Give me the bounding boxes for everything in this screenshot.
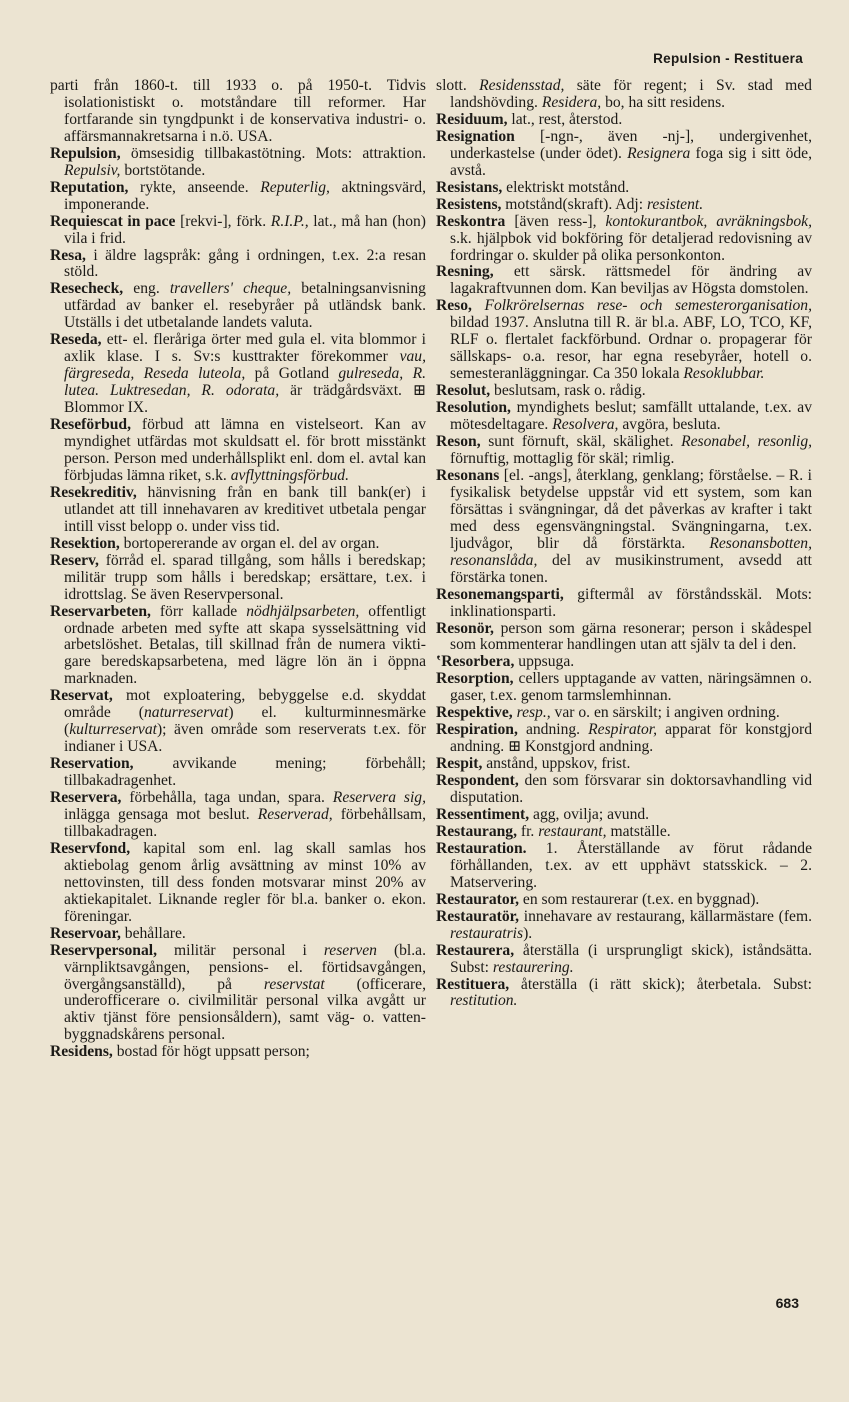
- entry-headword: Restituera,: [436, 975, 510, 993]
- entry-text: behållare.: [120, 924, 186, 942]
- dictionary-entry: [436, 977, 812, 1011]
- entry-headword: Restauratör,: [436, 907, 520, 925]
- entry-headword: Reso,: [436, 297, 472, 315]
- entry-text: betalningsanvisning utfärdad av banker el. resebyråer på utländsk bank. Utställs i det utbetalande landets valuta.: [64, 280, 426, 332]
- entry-text: inlägga gensaga mot beslut.: [64, 805, 258, 823]
- entry-headword: Restaurera,: [436, 941, 515, 959]
- entry-text: avgöra, besluta.: [618, 416, 721, 434]
- entry-headword: Resektion,: [50, 534, 120, 552]
- page-number: 683: [775, 1295, 799, 1311]
- entry-text: s.k. hjälpbok vid bokföring för detaljerad redovisning av fordringar o. skulder på olika personkonton.: [450, 229, 812, 264]
- entry-text: förr kallade: [150, 602, 247, 620]
- entry-italic-term: reserven: [323, 941, 377, 959]
- entry-text: aktningsvärd, imponerande.: [64, 178, 426, 213]
- entry-text: (bl.a. värnpliktsavgången, pensions- el. förtidsavgången, övergångsanställd), på: [64, 941, 426, 993]
- entry-italic-term: Resonansbotten, resonanslåda,: [450, 534, 812, 569]
- entry-headword: Requiescat in pace: [50, 212, 176, 230]
- entry-text: den som försvarar sin doktorsavhandling vid disputation.: [450, 772, 812, 807]
- entry-headword: Residuum,: [436, 110, 508, 128]
- entry-text: [el. -angs], återklang, genklang; förståelse. – R. i fysikalisk betydelse uppstår vid ett system, som kan försättas i svängningar, då det påverkas av krafter i takt med dess egensvängningstal. Svängningarna, t.ex. ljudvågor, blir då förstärkta.: [450, 466, 812, 552]
- dictionary-entry: [50, 248, 426, 282]
- entry-italic-term: vau, färgreseda, Reseda luteola,: [64, 348, 426, 383]
- dictionary-entry: [50, 180, 426, 214]
- entry-italic-term: Resolvera,: [552, 416, 619, 434]
- dictionary-entry: [50, 1044, 426, 1061]
- entry-text: 1. Återställande av förut rådande förhållanden, t.ex. av ett upphävt statsskick. – 2. Matservering.: [450, 839, 812, 891]
- right-column: [436, 78, 812, 1010]
- entry-headword: Reservarbeten,: [50, 602, 151, 620]
- entry-text: militär personal i: [156, 941, 324, 959]
- entry-italic-term: restauratris: [450, 924, 524, 942]
- entry-italic-term: Resonabel, resonlig,: [681, 433, 813, 451]
- entry-text: återställa (i ursprungligt skick), iståndsätta. Subst:: [450, 941, 812, 976]
- entry-italic-term: naturreservat: [144, 704, 229, 722]
- dictionary-entry: [436, 671, 812, 705]
- entry-headword: ‛Resorbera,: [436, 653, 515, 671]
- entry-italic-term: reservstat: [263, 975, 325, 993]
- entry-text: person som gärna resonerar; person i skådespel som kommenterar handlingen utan att själv ta del i den.: [450, 619, 812, 654]
- dictionary-entry: [436, 197, 812, 214]
- entry-italic-term: Reputerlig,: [260, 178, 330, 196]
- entry-text: anstånd, uppskov, frist.: [482, 755, 631, 773]
- entry-text: en som restaurerar (t.ex. en byggnad).: [519, 890, 760, 908]
- running-head: Repulsion - Restituera: [653, 51, 803, 66]
- entry-headword: Resekreditiv,: [50, 483, 137, 501]
- entry-headword: Resolut,: [436, 382, 491, 400]
- entry-text: förnuftig, mottaglig för skäl; rimlig.: [450, 449, 675, 467]
- entry-italic-term: Repulsiv,: [64, 161, 121, 179]
- entry-text: ) el. kulturminnesmärke (: [64, 704, 426, 739]
- entry-text: myndighets beslut; samfällt uttalande, t.ex. av mötesdeltagare.: [450, 399, 812, 434]
- entry-headword: Reservpersonal,: [50, 941, 157, 959]
- entry-text: slott.: [436, 77, 480, 94]
- entry-text: säte för regent; i Sv. stad med landshövding.: [450, 77, 812, 111]
- entry-text: kapital som enl. lag skall samlas hos aktiebolag genom årlig avsättning av minst 10% av nettovinsten, till dess fonden motsvarar minst 20% av aktiekapitalet. Liknande regler för bl.a. banker o. ekon. föreningar.: [64, 839, 426, 925]
- entry-headword: Restaurang,: [436, 822, 517, 840]
- entry-headword: Respit,: [436, 755, 483, 773]
- entry-italic-term: Resignera: [627, 144, 691, 162]
- entry-text: är trädgårdsväxt. ⊞ Blommor IX.: [64, 382, 426, 417]
- dictionary-entry: [436, 298, 812, 383]
- entry-text: uppsuga.: [514, 653, 575, 671]
- entry-text: eng.: [123, 280, 170, 298]
- entry-headword: Restaurator,: [436, 890, 520, 908]
- entry-headword: Reson,: [436, 433, 481, 451]
- entry-text: [-ngn-, även -nj-], undergivenhet, underkastelse (under ödet).: [450, 127, 812, 162]
- dictionary-entry: [436, 654, 812, 671]
- left-column: [50, 78, 426, 1061]
- entry-text: beslutsam, rask o. rådig.: [490, 382, 646, 400]
- entry-italic-term: nödhjälpsarbeten,: [246, 602, 360, 620]
- entry-text: lat., rest, återstod.: [507, 110, 623, 128]
- entry-text: förbehållsam, tillbakadragen.: [64, 805, 427, 840]
- entry-headword: Reservat,: [50, 687, 113, 705]
- entry-text: förråd el. sparad tillgång, som hålls i beredskap; militär trupp som hålls i beredskap; ersättare, t.ex. i idrottslag. Se även Reservpersonal.: [64, 551, 426, 603]
- entry-headword: Resonemangsparti,: [436, 585, 564, 603]
- entry-text: fr.: [517, 822, 539, 840]
- entry-text: matställe.: [606, 822, 671, 840]
- entry-italic-term: kulturreservat: [69, 721, 157, 739]
- dictionary-entry: [436, 112, 812, 129]
- dictionary-entry: [436, 892, 812, 909]
- entry-headword: Reservation,: [50, 755, 134, 773]
- entry-italic-term: kontokurantbok, avräkningsbok,: [605, 212, 812, 230]
- entry-italic-term: Resoklubbar.: [683, 365, 765, 383]
- entry-text: i äldre lagspråk: gång i ordningen, t.ex. 2:a resan stöld.: [64, 246, 426, 281]
- dictionary-entry: [436, 756, 812, 773]
- entry-headword: Restauration.: [436, 839, 527, 857]
- dictionary-entry: [436, 909, 812, 943]
- entry-headword: Resorption,: [436, 670, 514, 688]
- entry-italic-term: Folkrörelsernas rese- och semesterorganisation,: [484, 297, 812, 315]
- dictionary-entry: [50, 78, 426, 146]
- entry-headword: Resecheck,: [50, 280, 124, 298]
- dictionary-entry: [50, 553, 426, 604]
- dictionary-entry: [436, 807, 812, 824]
- dictionary-entry: [50, 841, 426, 926]
- dictionary-entry: [50, 943, 426, 1045]
- entry-text: ett- el. fleråriga örter med gula el. vita blommor i axlik klase. I s. Sv:s kusttrakter förekommer: [64, 331, 426, 366]
- entry-text: parti från 1860-t. till 1933 o. på 1950-t. Tidvis isolationistiskt o. motståndare till reformer. Har fortfarande sin tyngdpunkt i de konservativa industri- o. affärsmannakretsarna i n.ö. USA.: [50, 77, 426, 145]
- entry-italic-term: restitution.: [450, 992, 518, 1010]
- dictionary-entry: [436, 468, 812, 587]
- entry-headword: Resonör,: [436, 619, 494, 637]
- entry-headword: Reskontra: [436, 212, 506, 230]
- dictionary-entry: [436, 722, 812, 756]
- dictionary-entry: [50, 214, 426, 248]
- entry-text: giftermål av förståndsskäl. Mots: inklinationsparti.: [450, 585, 812, 620]
- dictionary-entry: [436, 180, 812, 197]
- entry-headword: Reserv,: [50, 551, 99, 569]
- dictionary-entry: [436, 434, 812, 468]
- dictionary-entry: [50, 926, 426, 943]
- entry-italic-term: travellers' cheque,: [169, 280, 292, 298]
- entry-headword: Reseförbud,: [50, 416, 131, 434]
- entry-headword: Residens,: [50, 1043, 113, 1061]
- entry-headword: Respektive,: [436, 704, 513, 722]
- dictionary-entry: [50, 536, 426, 553]
- entry-italic-term: Reservera sig,: [332, 789, 426, 807]
- entry-text: [även ress-],: [505, 212, 606, 230]
- entry-headword: Resistens,: [436, 195, 502, 213]
- dictionary-entry: [50, 332, 426, 417]
- entry-italic-term: gulreseda, R. lutea. Luktresedan, R. odorata,: [64, 365, 426, 400]
- dictionary-entry: [436, 214, 812, 265]
- entry-text: rykte, anseende.: [128, 178, 261, 196]
- entry-headword: Reservoar,: [50, 924, 121, 942]
- dictionary-entry: [50, 756, 426, 790]
- dictionary-entry: [50, 604, 426, 689]
- dictionary-entry: [50, 281, 426, 332]
- entry-text: på Gotland: [245, 365, 339, 383]
- entry-headword: Repulsion,: [50, 144, 121, 162]
- entry-italic-term: resistent.: [646, 195, 704, 213]
- entry-headword: Resonans: [436, 466, 500, 484]
- entry-text: [rekvi-], förk.: [175, 212, 271, 230]
- entry-text: sunt förnuft, skäl, skälighet.: [480, 433, 682, 451]
- entry-text: förbud att lämna en vistelseort. Kan av myndighet utfärdas mot skuldsatt el. för brott misstänkt person. Person med underhållsplikt enl. dom el. avtal kan förbjudas lämna riket, s.k.: [64, 416, 426, 484]
- entry-italic-term: Reserverad,: [257, 805, 333, 823]
- entry-headword: Reseda,: [50, 331, 102, 349]
- dictionary-entry: [50, 417, 426, 485]
- dictionary-entry: [50, 790, 426, 841]
- dictionary-entry: [436, 621, 812, 655]
- entry-text: bortstötande.: [120, 161, 206, 179]
- entry-text: (officerare, underofficerare o. civilmilitär personal vilka avgått ur aktiv tjänst före pensionsåldern), samt väg- o. vattenbyggnadskårens personal.: [64, 975, 426, 1044]
- entry-headword: Ressentiment,: [436, 805, 530, 823]
- entry-italic-term: Respirator,: [588, 721, 658, 739]
- dictionary-entry: [436, 773, 812, 807]
- entry-text: ett särsk. rättsmedel för ändring av lagakraftvunnen dom. Kan beviljas av Högsta domstolen.: [450, 263, 812, 298]
- entry-text: [472, 297, 485, 314]
- entry-headword: Resignation: [436, 127, 515, 145]
- entry-text: del av musikinstrument, avsedd att förstärka tonen.: [450, 551, 812, 586]
- entry-headword: Resolution,: [436, 399, 511, 417]
- dictionary-entry: [436, 383, 812, 400]
- entry-text: var o. en särskilt; i angiven ordning.: [550, 704, 780, 722]
- entry-text: ); även område som reserverats t.ex. för indianer i USA.: [64, 721, 426, 756]
- entry-text: ömsesidig tillbakastötning. Mots: attraktion.: [120, 144, 426, 162]
- entry-italic-term: restaurering.: [492, 958, 574, 976]
- entry-headword: Respondent,: [436, 772, 519, 790]
- dictionary-entry: [50, 146, 426, 180]
- dictionary-entry: [50, 688, 426, 756]
- entry-text: bildad 1937. Anslutna till R. är bl.a. ABF, LO, TCO, KF, RLF o. flertalet fackförbund. Ordnar o. propagerar för sällskaps- o.a. resor, har egna resebyråer, hotell o. semesteranläggningar. Ca 350 lokala: [450, 314, 812, 383]
- entry-italic-term: R.I.P.,: [270, 212, 309, 230]
- entry-text: cellers upptagande av vatten, näringsämnen o. gaser, t.ex. genom tarmslemhinnan.: [450, 670, 812, 705]
- entry-italic-term: restaurant,: [538, 822, 607, 840]
- dictionary-entry: [436, 587, 812, 621]
- dictionary-entry: [436, 129, 812, 180]
- entry-text: innehavare av restaurang, källarmästare (fem.: [519, 907, 812, 925]
- dictionary-entry: [436, 824, 812, 841]
- dictionary-entry: [436, 264, 812, 298]
- entry-text: bortopererande av organ el. del av organ.: [119, 534, 380, 552]
- dictionary-entry: [436, 705, 812, 722]
- entry-text: bostad för högt uppsatt person;: [112, 1043, 310, 1061]
- entry-italic-term: Residensstad,: [479, 77, 565, 94]
- dictionary-entry: [436, 400, 812, 434]
- entry-text: lat., må han (hon) vila i frid.: [64, 212, 426, 247]
- entry-text: mot exploatering, bebyggelse e.d. skyddat område (: [64, 687, 426, 722]
- dictionary-entry: [436, 841, 812, 892]
- entry-text: apparat för konstgjord andning. ⊞ Konstgjord andning.: [450, 721, 812, 756]
- entry-text: hänvisning från en bank till bank(er) i utlandet att till innehavaren av kreditivet utbetala pengar intill visst belopp o. under viss tid.: [64, 483, 426, 535]
- entry-text: bo, ha sitt residens.: [601, 93, 726, 111]
- entry-headword: Reputation,: [50, 178, 129, 196]
- entry-text: agg, ovilja; avund.: [529, 805, 650, 823]
- entry-headword: Reservfond,: [50, 839, 131, 857]
- entry-headword: Reservera,: [50, 789, 122, 807]
- entry-headword: Resning,: [436, 263, 494, 281]
- entry-italic-term: Residera,: [541, 93, 602, 111]
- entry-text: ).: [523, 924, 533, 942]
- entry-italic-term: avflyttningsförbud.: [230, 466, 349, 484]
- entry-text: återställa (i rätt skick); återbetala. Subst:: [509, 975, 812, 993]
- entry-text: offentligt ordnade arbeten med syfte att skapa sysselsättning vid arbetslöshet. Betalas, till skillnad från de numera viktigare beredskapsarbetena, med lägre lön än i öppna marknaden.: [64, 602, 426, 688]
- entry-text: andning.: [517, 721, 589, 739]
- entry-italic-term: resp.,: [516, 704, 551, 722]
- entry-text: foga sig i sitt öde, avstå.: [450, 144, 812, 179]
- entry-text: avvikande mening; förbehåll; tillbakadragenhet.: [64, 755, 426, 790]
- entry-headword: Resistans,: [436, 178, 503, 196]
- entry-text: elektriskt motstånd.: [502, 178, 630, 196]
- entry-headword: Respiration,: [436, 721, 518, 739]
- entry-headword: Resa,: [50, 246, 86, 264]
- dictionary-entry: [436, 943, 812, 977]
- entry-text: motstånd(skraft). Adj:: [501, 195, 647, 213]
- dictionary-entry: [436, 78, 812, 112]
- entry-text: förbehålla, taga undan, spara.: [121, 789, 333, 807]
- dictionary-entry: [50, 485, 426, 536]
